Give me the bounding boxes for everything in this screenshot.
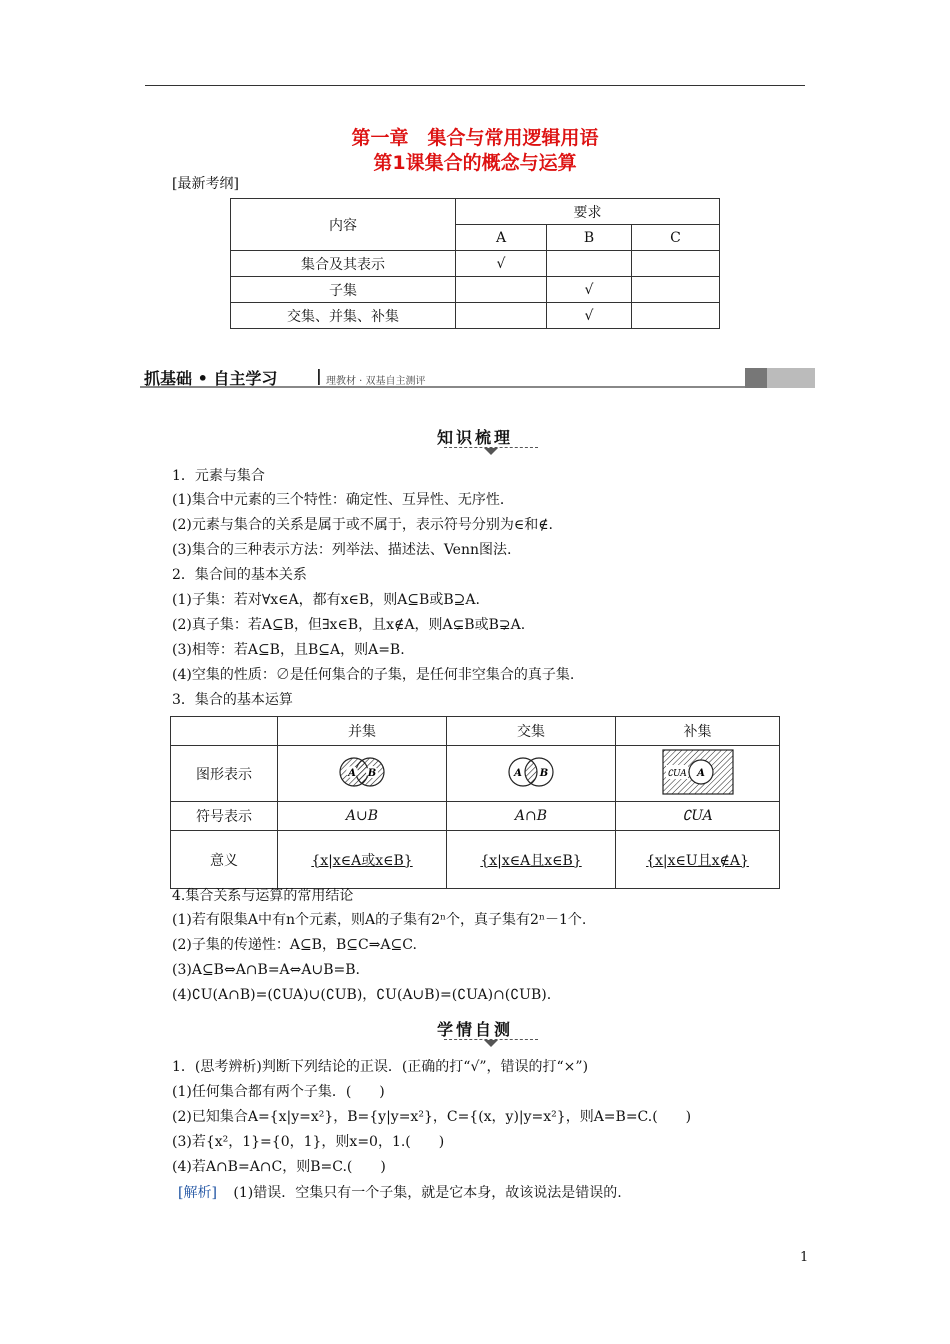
self-test-heading: 学情自测	[436, 1020, 513, 1039]
venn-label-a: A	[696, 767, 705, 779]
venn-label-a: A	[514, 767, 522, 779]
self-test-line: (1)任何集合都有两个子集．( )	[172, 1084, 385, 1100]
knowledge-heading: 知识梳理	[436, 428, 513, 447]
col-content-header: 内容	[231, 199, 456, 251]
conclusion-line: (1)若有限集A中有n个元素，则A的子集有2ⁿ个，真子集有2ⁿ－1个.	[172, 912, 587, 928]
venn-union	[278, 746, 447, 802]
row-label-graph: 图形表示	[171, 746, 278, 802]
symbol-intersection: A∩B	[447, 802, 616, 831]
self-test-line: (2)已知集合A={x|y=x²}，B={y|y=x²}，C={(x，y)|y=x²}，则A=B=C.( )	[172, 1109, 692, 1125]
union-diagram	[332, 750, 392, 794]
knowledge-line: 2．集合间的基本关系	[172, 567, 307, 583]
heading-arrow-icon	[484, 448, 498, 455]
section-bar	[140, 366, 815, 388]
syllabus-label: [最新考纲]	[172, 176, 239, 192]
analysis-label: [解析]	[178, 1185, 217, 1201]
intersection-diagram	[501, 750, 561, 794]
knowledge-line: (3)集合的三种表示方法：列举法、描述法、Venn图法.	[172, 542, 512, 558]
symbol-complement: ∁UA	[616, 802, 780, 831]
venn-label-b: B	[539, 767, 549, 779]
meaning-union: {x|x∈A或x∈B}	[278, 831, 447, 889]
self-test-line: (4)若A∩B=A∩C，则B=C.( )	[172, 1159, 386, 1175]
bar-block-light	[767, 368, 815, 388]
level-a: A	[456, 225, 547, 251]
requirements-table	[230, 198, 720, 329]
header-intersection: 交集	[447, 717, 616, 746]
self-test-line: 1．(思考辨析)判断下列结论的正误．(正确的打“√”，错误的打“×”)	[172, 1059, 589, 1075]
heading-arrow-icon	[484, 1040, 498, 1047]
table-row: 交集、并集、补集 √	[231, 303, 720, 329]
self-test-line: (3)若{x²，1}={0，1}，则x=0，1.( )	[172, 1134, 445, 1150]
venn-label-complement: ∁UA	[666, 768, 687, 779]
analysis-paragraph	[178, 1183, 622, 1203]
knowledge-line: (4)空集的性质：∅是任何集合的子集，是任何非空集合的真子集.	[172, 667, 575, 683]
venn-intersection	[447, 746, 616, 802]
bar-subtitle: 理教材 · 双基自主测评	[326, 376, 426, 387]
row-label-symbol: 符号表示	[171, 802, 278, 831]
operations-table	[170, 716, 780, 889]
venn-label-a: A	[348, 767, 356, 779]
header-union: 并集	[278, 717, 447, 746]
conclusion-line: (4)∁U(A∩B)=(∁UA)∪(∁UB)，∁U(A∪B)=(∁UA)∩(∁UB).	[172, 987, 552, 1003]
col-requirement-header: 要求	[456, 199, 720, 225]
header-complement: 补集	[616, 717, 780, 746]
top-rule	[145, 85, 805, 86]
bar-title: 抓基础 • 自主学习	[144, 369, 278, 388]
knowledge-line: (1)子集：若对∀x∈A，都有x∈B，则A⊆B或B⊇A.	[172, 592, 480, 608]
symbol-union: A∪B	[278, 802, 447, 831]
chapter-title: 第一章 集合与常用逻辑用语	[351, 127, 599, 149]
conclusion-line: 4.集合关系与运算的常用结论	[172, 888, 354, 904]
knowledge-line: (2)元素与集合的关系是属于或不属于，表示符号分别为∈和∉.	[172, 517, 554, 533]
conclusion-line: (3)A⊆B⇔A∩B=A⇔A∪B=B.	[172, 962, 360, 978]
level-b: B	[547, 225, 632, 251]
row-label-meaning: 意义	[171, 831, 278, 889]
table-row: 子集 √	[231, 277, 720, 303]
bar-divider: |	[316, 366, 322, 385]
page-number: 1	[800, 1250, 809, 1265]
bar-block-dark	[745, 368, 767, 388]
analysis-text: (1)错误．空集只有一个子集，就是它本身，故该说法是错误的.	[233, 1185, 622, 1201]
lesson-title: 第1课集合的概念与运算	[373, 152, 577, 174]
conclusion-line: (2)子集的传递性：A⊆B，B⊆C⇒A⊆C.	[172, 937, 417, 953]
knowledge-line: 3．集合的基本运算	[172, 692, 293, 708]
knowledge-line: 1．元素与集合	[172, 468, 265, 484]
level-c: C	[632, 225, 720, 251]
meaning-complement: {x|x∈U且x∉A}	[616, 831, 780, 889]
venn-label-b: B	[367, 767, 377, 779]
venn-complement	[616, 746, 780, 802]
knowledge-line: (2)真子集：若A⊆B，但∃x∈B，且x∉A，则A⊊B或B⊋A.	[172, 617, 526, 633]
knowledge-line: (3)相等：若A⊆B，且B⊆A，则A=B.	[172, 642, 405, 658]
knowledge-line: (1)集合中元素的三个特性：确定性、互异性、无序性．	[172, 492, 514, 508]
complement-diagram	[661, 748, 735, 796]
meaning-intersection: {x|x∈A且x∈B}	[447, 831, 616, 889]
table-row: 集合及其表示 √	[231, 251, 720, 277]
